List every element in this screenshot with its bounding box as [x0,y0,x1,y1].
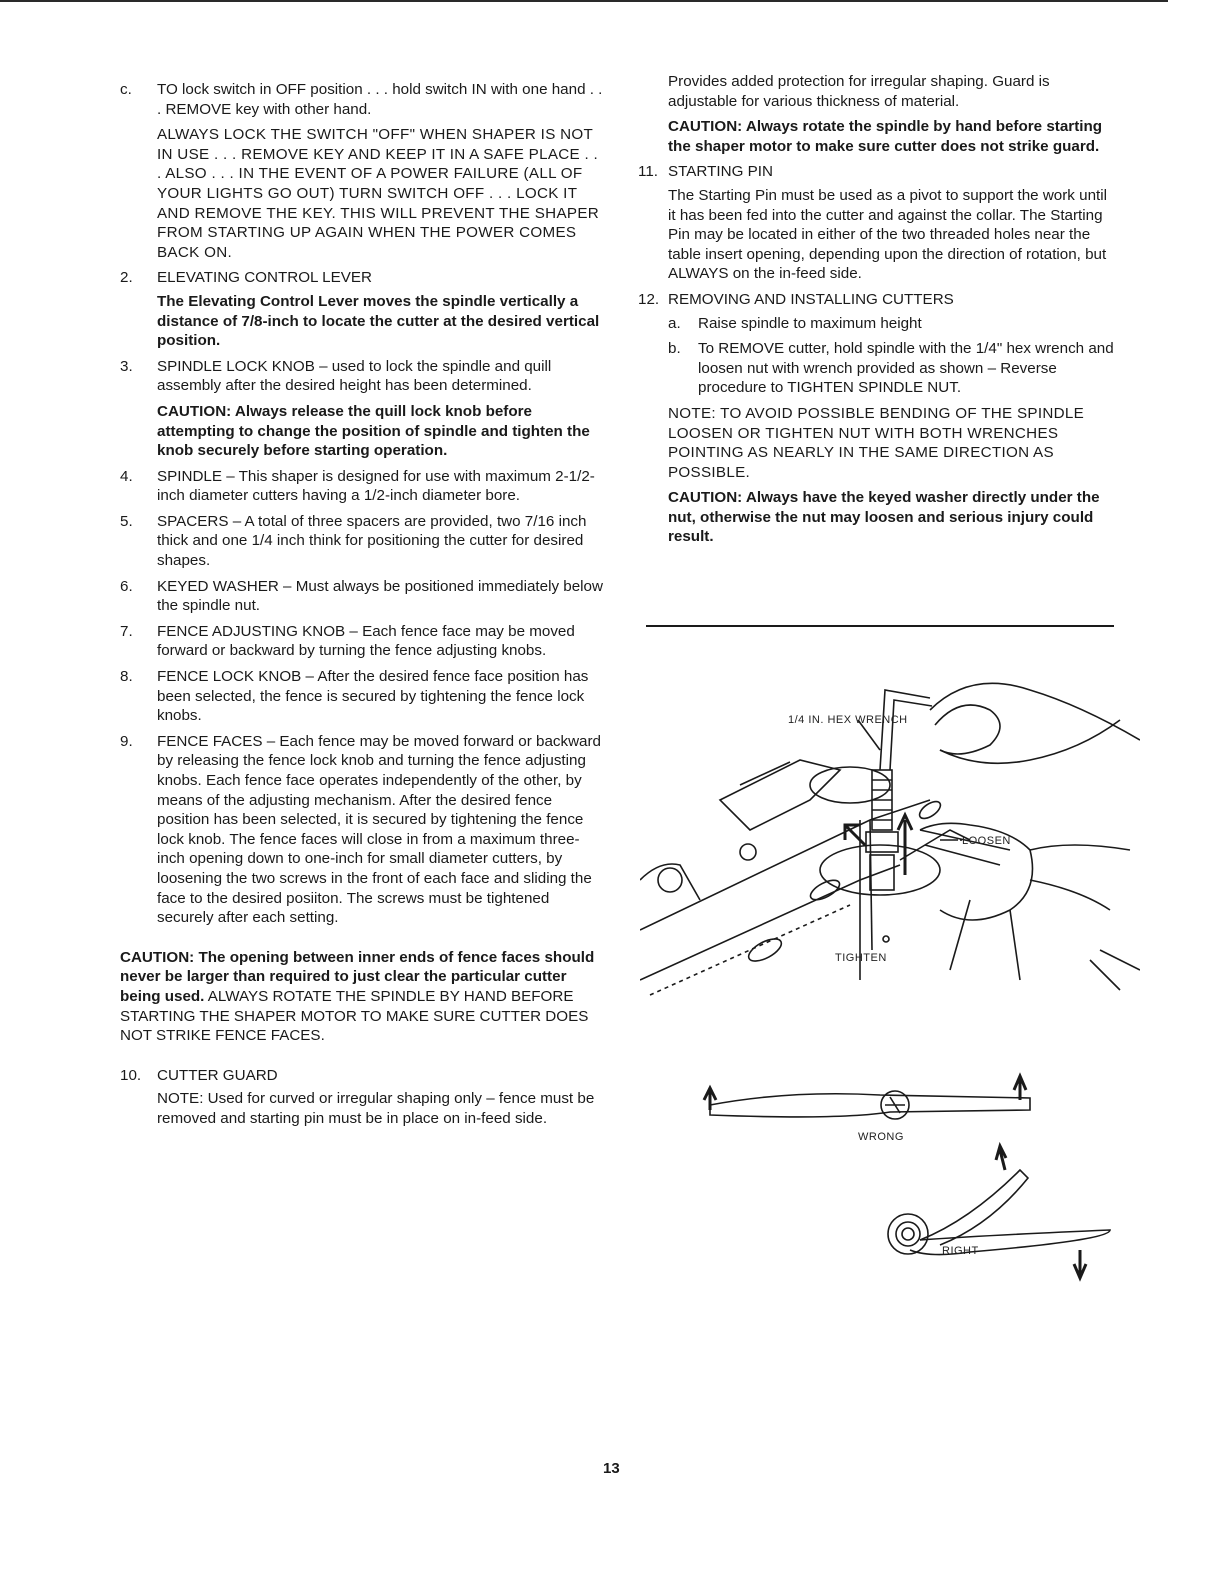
item-number: 6. [120,577,133,595]
warning-text: ALWAYS LOCK THE SWITCH "OFF" WHEN SHAPER IS NOT IN USE . . . REMOVE KEY AND KEEP IT IN A SAFE PLACE . . . ALSO . . . IN THE EVENT OF A POWER FAILURE (ALL OF YOUR LIGHTS GO OUT) TURN SWITCH OFF . . . LOCK IT AND REMOVE THE KEY. THIS WILL PREVENT THE SHAPER FROM STARTING UP AGAIN WHEN THE POWER COMES BACK ON. [157,126,600,261]
item-number: 5. [120,512,133,530]
item-number: 12. [638,290,660,308]
item-9 [120,732,606,928]
item-11 [638,162,1114,284]
item-12 [638,290,1114,547]
item-5 [120,512,606,571]
item-3 [120,357,606,461]
item-number: 2. [120,269,133,287]
item-title: REMOVING AND INSTALLING CUTTERS [668,290,954,308]
item-8 [120,667,606,726]
caution-text: CAUTION: Always release the quill lock knob before attempting to change the position of spindle and tighten the knob securely before starting operation. [157,402,590,460]
caution-caps-text: ALWAYS ROTATE THE SPINDLE BY HAND BEFORE STARTING THE SHAPER MOTOR TO MAKE SURE CUTTER DOES NOT STRIKE FENCE FACES. [120,987,589,1045]
right-column [638,72,1114,553]
sub-item-letter: b. [668,340,681,358]
item-title: STARTING PIN [668,163,773,181]
guard-text: Provides added protection for irregular shaping. Guard is adjustable for various thickness of material. [668,73,1050,110]
label-wrong: WRONG [858,1131,904,1143]
sub-item-text: Raise spindle to maximum height [698,314,922,332]
item-7 [120,622,606,661]
page-number: 13 [603,1460,620,1477]
item-text: – A total of three spacers are provided, two 7/16 inch thick and one 1/4 inch think for positioning the cutter for desired shapes. [157,512,587,570]
item-number: 4. [120,467,133,485]
caution-fence [120,948,606,1046]
item-number: 11. [638,163,658,181]
caution-text: CAUTION: Always have the keyed washer directly under the nut, otherwise the nut may loosen and serious injury could result. [668,489,1100,546]
item-number: 3. [120,357,133,375]
item-title: SPINDLE LOCK KNOB [157,357,315,375]
item-text: The Starting Pin must be used as a pivot to support the work until it has been fed into the cutter and against the collar. The Starting Pin may be located in either of the two threaded holes near the table insert opening, depending upon the direction of rotation, but ALWAYS on the in-feed side. [668,186,1107,283]
item-title: FENCE FACES [157,732,263,750]
item-text: – Each fence face may be moved forward or backward by turning the fence adjusting knobs. [157,622,575,660]
caution-text: The opening between inner ends of fence faces should never be larger than required to just clear the particular cutter being used. [120,948,595,1005]
item-title: SPINDLE [157,467,222,485]
item-number: 8. [120,668,133,686]
item-number: c. [120,81,132,98]
label-tighten: TIGHTEN [835,952,887,964]
sub-item-letter: a. [668,314,681,332]
sub-item-b [668,339,1114,398]
item-title: CUTTER GUARD [157,1066,278,1084]
item-text: – Must always be positioned immediately below the spindle nut. [157,577,603,615]
label-right: RIGHT [942,1245,979,1257]
item-text: – This shaper is designed for use with maximum 2-1/2-inch diameter cutters having a 1/2-inch diameter bore. [157,467,595,505]
item-number: 7. [120,622,133,640]
caution-label: CAUTION: [120,948,195,966]
item-2 [120,268,606,350]
top-border [0,0,1168,2]
item-title: KEYED WASHER [157,577,279,595]
item-title: ELEVATING CONTROL LEVER [157,269,372,287]
guard-caution: CAUTION: Always rotate the spindle by hand before starting the shaper motor to make sure cutter does not strike guard. [668,118,1103,155]
left-column [120,80,606,1135]
label-loosen: LOOSEN [962,835,1011,847]
label-hex-wrench: 1/4 IN. HEX WRENCH [788,714,908,726]
item-text: – used to lock the spindle and quill assembly after the desired height has been determined. [157,357,552,395]
sub-item-text: To REMOVE cutter, hold spindle with the 1/4" hex wrench and loosen nut with wrench provided as shown – Reverse procedure to TIGHTEN SPINDLE NUT. [698,340,1114,397]
item-title: SPACERS [157,512,229,530]
item-title: FENCE LOCK KNOB [157,668,302,686]
item-text: The Elevating Control Lever moves the spindle vertically a distance of 7/8-inch to locate the cutter at the desired vertical position. [157,292,600,350]
item-title: FENCE ADJUSTING KNOB [157,622,346,640]
item-text: – After the desired fence face position has been selected, the fence is secured by tightening the fence lock knobs. [157,668,589,725]
item-text: TO lock switch in OFF position . . . hold switch IN with one hand . . . REMOVE key with other hand. [157,81,603,118]
sub-item-a [668,314,1114,334]
item-text: – Each fence may be moved forward or backward by releasing the fence lock knob and turning the fence adjusting knobs. Each fence face operates independently of the other, by means of the adjusting mechanism. After the desired fence position has been selected, it is secured by tightening the fence lock knob. The fence faces will close in from a maximum three-inch opening down to one-inch for small diameter cutters, by loosening the two screws in the front of each face and sliding the face to the desired posiiton. The screws must be tightened securely after each setting. [157,732,602,927]
note-text: NOTE: TO AVOID POSSIBLE BENDING OF THE SPINDLE LOOSEN OR TIGHTEN NUT WITH BOTH WRENCHES POINTING AS NEARLY IN THE SAME DIRECTION AS POSSIBLE. [668,404,1085,481]
item-4 [120,467,606,506]
item-10 [120,1066,606,1129]
item-text: NOTE: Used for curved or irregular shaping only – fence must be removed and starting pin must be in place on in-feed side. [157,1090,595,1127]
item-number: 9. [120,732,133,750]
section-rule [646,625,1114,627]
shaper-drawing [640,683,1140,1278]
wrench-illustration [640,650,1140,1290]
item-number: 10. [120,1066,142,1084]
item-6 [120,577,606,616]
item-c [120,80,606,262]
